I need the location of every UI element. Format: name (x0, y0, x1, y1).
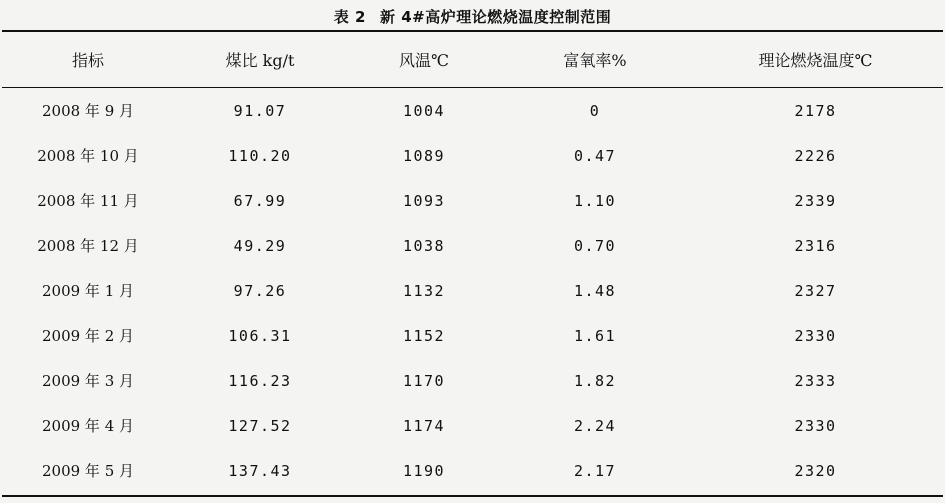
row-flame-temperature: 2226 (794, 146, 837, 165)
header-row (2, 32, 943, 87)
row-coal-ratio: 67.99 (233, 191, 287, 210)
row-oxygen-enrichment: 1.61 (573, 326, 617, 345)
table-row (2, 313, 943, 358)
header-theoretical-flame-temperature: 理论燃烧温度℃ (758, 51, 873, 70)
row-flame-temperature: 2320 (794, 461, 837, 480)
row-coal-ratio: 106.31 (228, 326, 292, 345)
row-flame-temperature: 2330 (794, 326, 837, 345)
row-blast-temperature: 1089 (402, 146, 446, 165)
row-blast-temperature: 1038 (402, 236, 446, 255)
row-period: 2008 年 10 月 (37, 147, 139, 165)
table-row (2, 448, 943, 493)
row-period: 2009 年 2 月 (41, 327, 135, 345)
row-flame-temperature: 2330 (794, 416, 837, 435)
data-table (2, 32, 943, 493)
row-period: 2009 年 3 月 (41, 372, 135, 390)
row-blast-temperature: 1004 (402, 101, 446, 120)
row-flame-temperature: 2339 (794, 191, 837, 210)
row-coal-ratio: 49.29 (233, 236, 287, 255)
row-period: 2009 年 4 月 (41, 417, 135, 435)
row-period: 2008 年 9 月 (41, 102, 135, 120)
row-oxygen-enrichment: 0.70 (573, 236, 617, 255)
row-period: 2008 年 11 月 (37, 192, 139, 210)
row-blast-temperature: 1152 (402, 326, 446, 345)
row-blast-temperature: 1170 (402, 371, 446, 390)
row-coal-ratio: 97.26 (233, 281, 287, 300)
table-row (2, 403, 943, 448)
header-coal-ratio: 煤比 kg/t (225, 51, 295, 70)
row-coal-ratio: 116.23 (228, 371, 292, 390)
row-oxygen-enrichment: 2.17 (573, 461, 617, 480)
row-period: 2009 年 1 月 (41, 282, 135, 300)
table-row (2, 133, 943, 178)
row-coal-ratio: 137.43 (228, 461, 292, 480)
bottom-rule (2, 495, 943, 497)
row-flame-temperature: 2333 (794, 371, 837, 390)
row-flame-temperature: 2316 (794, 236, 837, 255)
row-flame-temperature: 2178 (794, 101, 837, 120)
table-title: 新 4#高炉理论燃烧温度控制范围 (379, 8, 612, 26)
row-flame-temperature: 2327 (794, 281, 837, 300)
row-blast-temperature: 1132 (402, 281, 446, 300)
row-coal-ratio: 127.52 (228, 416, 292, 435)
row-period: 2009 年 5 月 (41, 462, 135, 480)
row-coal-ratio: 110.20 (228, 146, 292, 165)
row-oxygen-enrichment: 0.47 (573, 146, 617, 165)
table-row (2, 268, 943, 313)
header-blast-temperature: 风温℃ (399, 51, 449, 70)
row-blast-temperature: 1093 (402, 191, 446, 210)
table-row (2, 178, 943, 223)
table-body (2, 88, 943, 493)
row-blast-temperature: 1190 (402, 461, 446, 480)
row-coal-ratio: 91.07 (233, 101, 287, 120)
header-indicator: 指标 (71, 51, 104, 70)
table-row (2, 88, 943, 133)
row-oxygen-enrichment: 1.48 (573, 281, 617, 300)
row-oxygen-enrichment: 2.24 (573, 416, 617, 435)
row-oxygen-enrichment: 0 (589, 101, 601, 120)
table-caption (0, 6, 945, 27)
row-blast-temperature: 1174 (402, 416, 446, 435)
row-oxygen-enrichment: 1.82 (573, 371, 617, 390)
header-oxygen-enrichment: 富氧率% (563, 51, 627, 70)
table-row (2, 358, 943, 403)
table-row (2, 223, 943, 268)
row-period: 2008 年 12 月 (37, 237, 139, 255)
table-number: 表 2 (333, 8, 366, 26)
row-oxygen-enrichment: 1.10 (573, 191, 617, 210)
